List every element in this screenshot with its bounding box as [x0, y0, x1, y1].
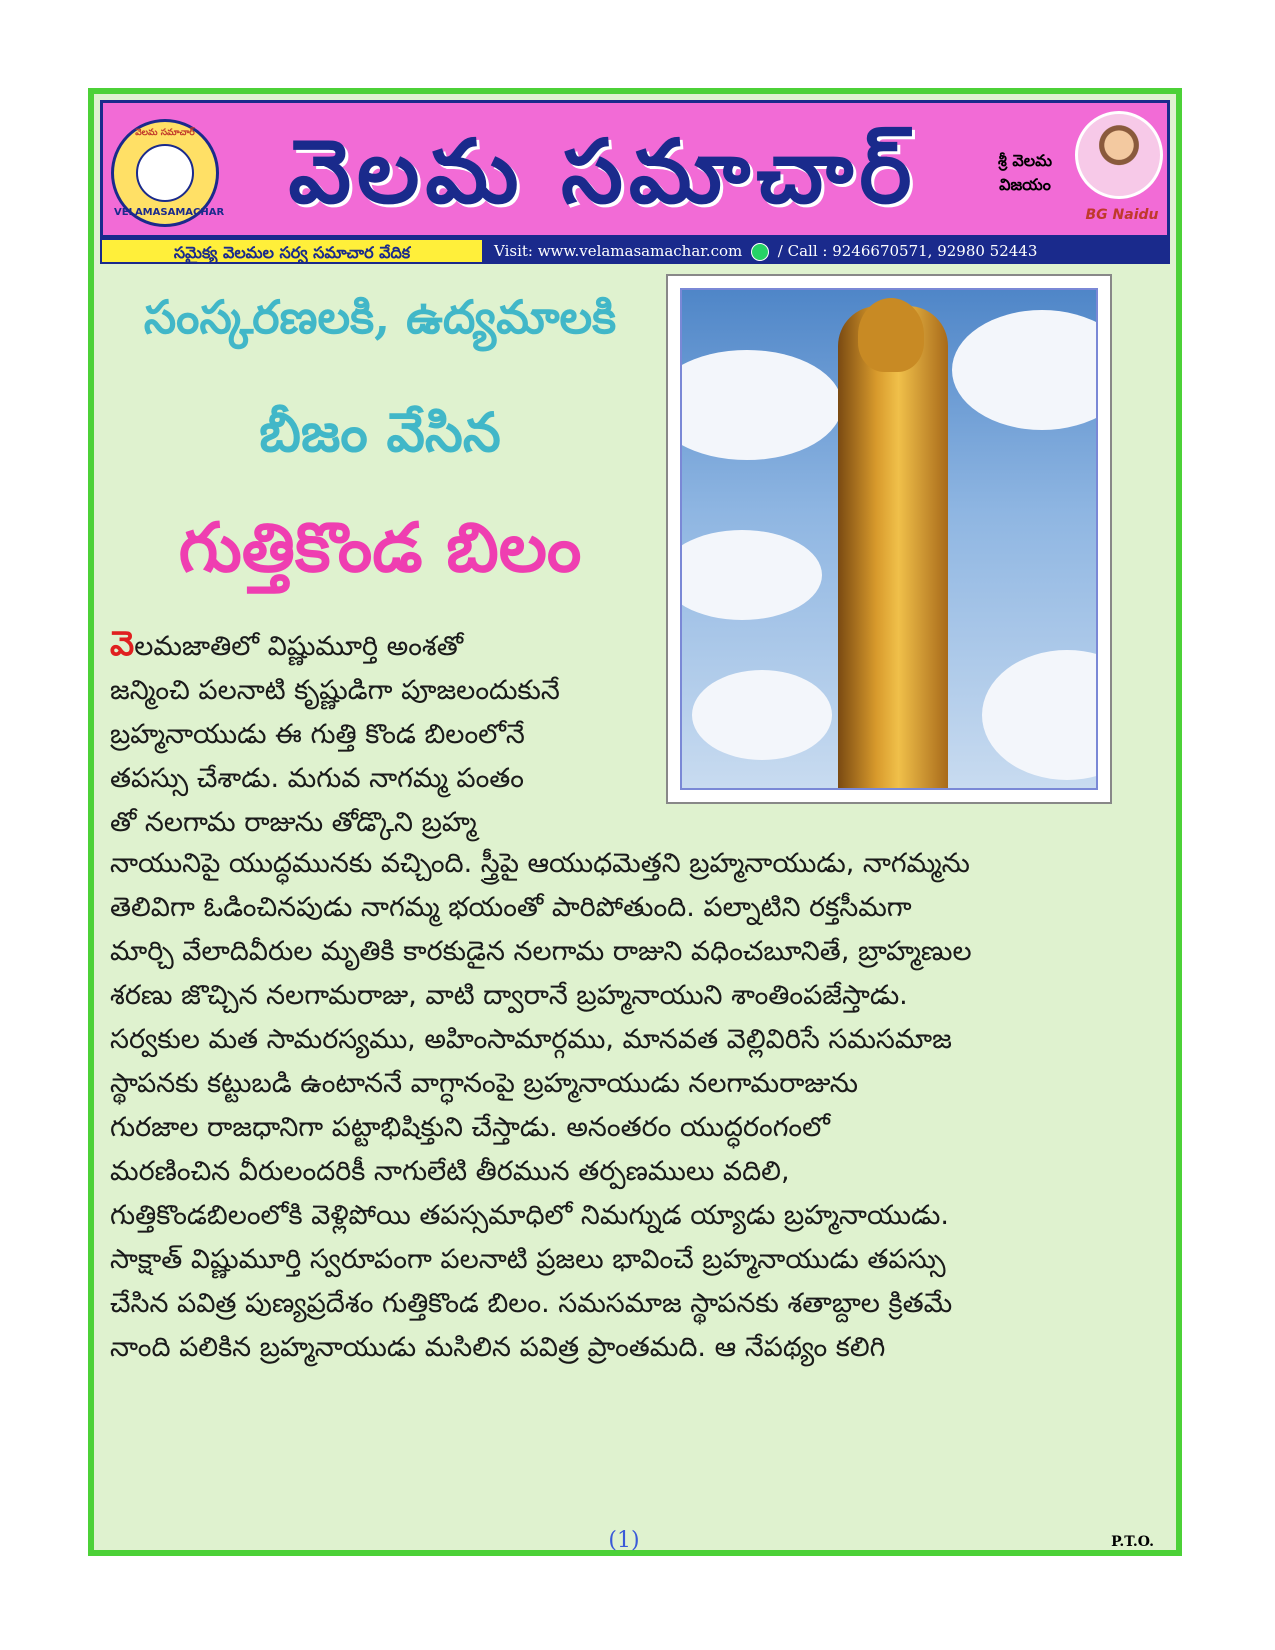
contact-call: / Call : 9246670571, 92980 52443 [777, 242, 1038, 260]
photo-caption: BG Naidu [1085, 207, 1159, 223]
statue-photo-frame [666, 274, 1112, 804]
masthead [100, 100, 1170, 238]
article-line: గుత్తికొండబిలంలోకి వెళ్లిపోయి తపస్సమాధిలో నిమగ్నుడ య్యాడు బ్రహ్మనాయుడు. [110, 1200, 949, 1231]
article-line: చేసిన పవిత్ర పుణ్యప్రదేశం గుత్తికొండ బిలం. సమసమాజ స్థాపనకు శతాబ్దాల క్రితమే [110, 1288, 953, 1319]
article-line: శరణు జొచ్చిన నలగామరాజు, వాటి ద్వారానే బ్రహ్మనాయుని శాంతింపజేస్తాడు. [110, 980, 908, 1011]
article-line: మార్చి వేలాదివీరుల మృతికి కారకుడైన నలగామ రాజుని వధించబూనితే, బ్రాహ్మణుల [110, 936, 972, 967]
masthead-logo [111, 119, 225, 227]
article-line: సాక్షాత్ విష్ణుమూర్తి స్వరూపంగా పలనాటి ప్రజలు భావించే బ్రహ్మనాయుడు తపస్సు [110, 1244, 946, 1275]
article-line: వెలమజాతిలో విష్ణుమూర్తి అంశతో [110, 624, 464, 664]
article-line: స్థాపనకు కట్టుబడి ఉంటాననే వాగ్ధానంపై బ్రహ్మనాయుడు నలగామరాజును [110, 1068, 859, 1099]
headline-line-1: సంస్కరణలకి, ఉద్యమాలకి [143, 290, 617, 344]
subheader-bar [100, 238, 1170, 264]
article-line: తపస్సు చేశాడు. మగువ నాగమ్మ పంతం [110, 763, 524, 794]
page-frame [88, 88, 1182, 1556]
dropcap: వె [110, 624, 135, 664]
article-wide-column [110, 842, 1170, 1370]
statue-photo [680, 288, 1098, 790]
article-line: గురజాల రాజధానిగా పట్టాభిషిక్తుని చేస్తాడు. అనంతరం యుద్ధరంగంలో [110, 1112, 830, 1143]
contact-bar [484, 238, 1170, 264]
article-line: తో నలగామ రాజును తోడ్కొని బ్రహ్మ [110, 807, 477, 838]
masthead-title: వెలమ సమాచార్ [288, 119, 918, 223]
statue-figure [838, 306, 948, 790]
headline-line-3: గుత్తికొండ బిలం [178, 508, 582, 588]
article-line: జన్మించి పలనాటి కృష్ణుడిగా పూజలందుకునే [110, 675, 560, 706]
logo-bottom-text: VELAMASAMACHAR [114, 207, 225, 218]
logo-top-text: వెలమ సమాచార్ [135, 128, 195, 138]
contact-visit[interactable]: Visit: www.velamasamachar.com [494, 242, 743, 260]
article-line: నాంది పలికిన బ్రహ్మనాయుడు మసిలిన పవిత్ర ప్రాంతమది. ఆ నేపథ్యం కలిగి [110, 1332, 886, 1363]
statue-head [858, 298, 924, 372]
article-line: మరణించిన వీరులందరికీ నాగులేటి తీరమున తర్పణములు వదిలి, [110, 1156, 790, 1187]
page-number: (1) [608, 1528, 640, 1553]
article-narrow-column [110, 622, 646, 845]
tagline: సమైక్య వెలమల సర్వ సమాచార వేదిక [100, 238, 484, 264]
pto-label: P.T.O. [1111, 1534, 1154, 1550]
whatsapp-icon [751, 243, 769, 261]
sri-velama-vijayam: శ్రీ వెలమ విజయం [997, 151, 1053, 194]
article-line: సర్వకుల మత సామరస్యము, అహింసామార్గము, మానవత వెల్లివిరిసే సమసమాజ [110, 1024, 952, 1055]
logo-emblem-icon [136, 144, 194, 202]
article-line: నాయునిపై యుద్ధమునకు వచ్చింది. స్త్రీపై ఆయుధమెత్తని బ్రహ్మనాయుడు, నాగమ్మను [110, 848, 970, 879]
headline-line-2: బీజం వేసిన [259, 400, 501, 464]
article-line: బ్రహ్మనాయుడు ఈ గుత్తి కొండ బిలంలోనే [110, 719, 525, 750]
founder-photo [1075, 111, 1163, 199]
article-line: తెలివిగా ఓడించినపుడు నాగమ్మ భయంతో పారిపోతుంది. పల్నాటిని రక్తసీమగా [110, 892, 912, 923]
